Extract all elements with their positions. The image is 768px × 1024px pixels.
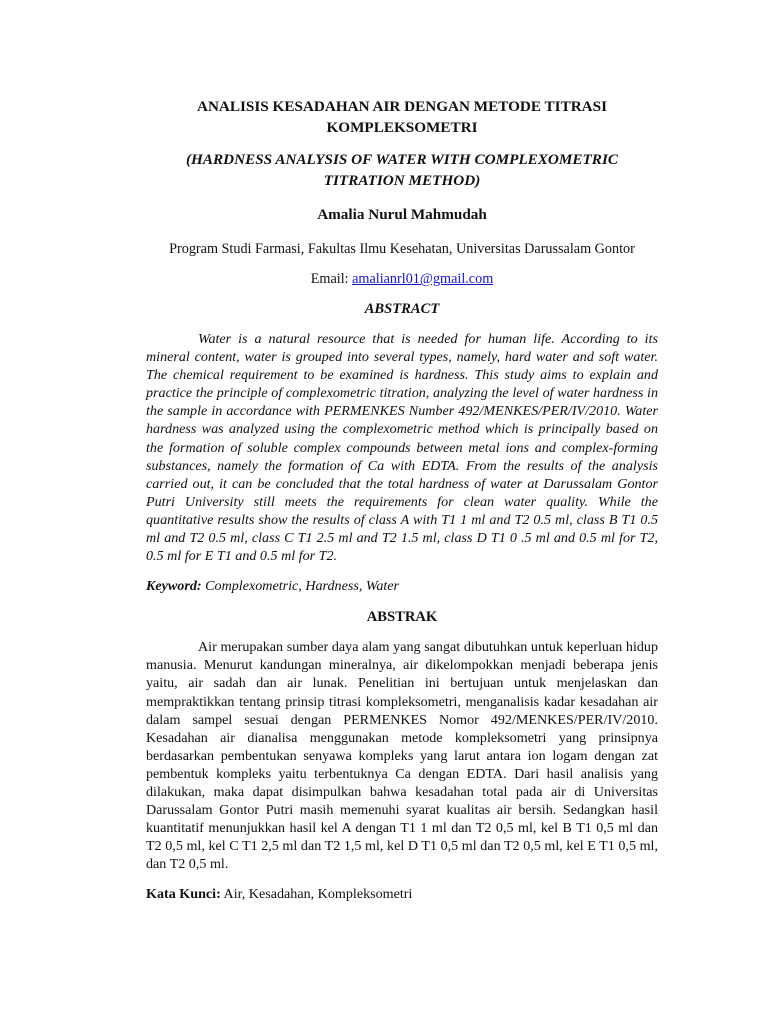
paper-title-line-2: KOMPLEKSOMETRI <box>326 119 478 136</box>
kata-kunci-line <box>146 885 658 903</box>
author-email <box>146 269 658 289</box>
abstrak-body: Air merupakan sumber daya alam yang sangat dibutuhkan untuk keperluan hidup manusia. Menurut kandungan mineralnya, air dikelompokkan menjadi beberapa jenis yaitu, air sadah dan air lunak. Penelitian ini bertujuan untuk menjelaskan dan mempraktikkan tentang prinsip titrasi kompleksometri, menganalisis kadar kesadahan air dalam sampel sesuai dengan PERMENKES Nomor 492/MENKES/PER/IV/2010. Kesadahan air dianalisa menggunakan metode kompleksometri yang prinsipnya berdasarkan pembentukan senyawa kompleks yang larut antara ion logam dengan zat pembentuk kompleks yaitu terbentuknya Ca dengan EDTA. Dari hasil analisis yang dilakukan, maka dapat disimpulkan bahwa kesadahan total pada air di Universitas Darussalam Gontor Putri masih memenuhi syarat kualitas air bersih. Sedangkan hasil kuantitatif menunjukkan hasil kel A dengan T1 1 ml dan T2 0,5 ml, kel B T1 0,5 ml dan T2 0,5 ml, kel C T1 2,5 ml dan T2 1,5 ml, kel D T1 0,5 ml dan T2 0,5 ml, kel E T1 0,5 ml, dan T2 0,5 ml. <box>146 639 658 873</box>
paper-subtitle-line-2: TITRATION METHOD) <box>323 172 481 189</box>
paper-subtitle-line-1: (HARDNESS ANALYSIS OF WATER WITH COMPLEXOMETRIC <box>186 151 618 168</box>
keywords-line <box>146 577 658 595</box>
paper-subtitle <box>146 149 658 191</box>
author-name: Amalia Nurul Mahmudah <box>317 206 487 223</box>
kata-kunci-label: Kata Kunci: <box>146 886 221 903</box>
email-label: Email: <box>310 271 353 287</box>
paper-title <box>146 96 658 138</box>
paper-title-line-1: ANALISIS KESADAHAN AIR DENGAN METODE TITRASI <box>196 98 608 115</box>
abstract-body: Water is a natural resource that is needed for human life. According to its mineral content, water is grouped into several types, namely, hard water and soft water. The chemical requirement to be examined is hardness. This study aims to explain and practice the principle of complexometric titration, analyzing the level of water hardness in the sample in accordance with PERMENKES Number 492/MENKES/PER/IV/2010. Water hardness was analyzed using the complexometric method which is principally based on the formation of soluble complex compounds between metal ions and complex-forming substances, namely the formation of Ca with EDTA. From the results of the analysis carried out, it can be concluded that the total hardness of water at Darussalam Gontor Putri University still meets the requirements for clean water quality. While the quantitative results show the results of class A with T1 1 ml and T2 0.5 ml, class B T1 0.5 ml and T2 0.5 ml, class C T1 2.5 ml and T2 1.5 ml, class D T1 0 .5 ml and 0.5 ml for T2, 0.5 ml for E T1 and 0.5 ml for T2. <box>146 331 658 565</box>
keywords-label: Keyword: <box>146 578 202 595</box>
paper-page <box>146 96 658 903</box>
abstract-heading: ABSTRACT <box>364 301 440 317</box>
kata-kunci-text: Air, Kesadahan, Kompleksometri <box>220 886 413 903</box>
abstrak-heading: ABSTRAK <box>366 609 438 626</box>
author-affiliation: Program Studi Farmasi, Fakultas Ilmu Kesehatan, Universitas Darussalam Gontor <box>169 241 635 257</box>
keywords-text: Complexometric, Hardness, Water <box>201 578 400 595</box>
email-link[interactable]: amalianrl01@gmail.com <box>352 271 494 287</box>
